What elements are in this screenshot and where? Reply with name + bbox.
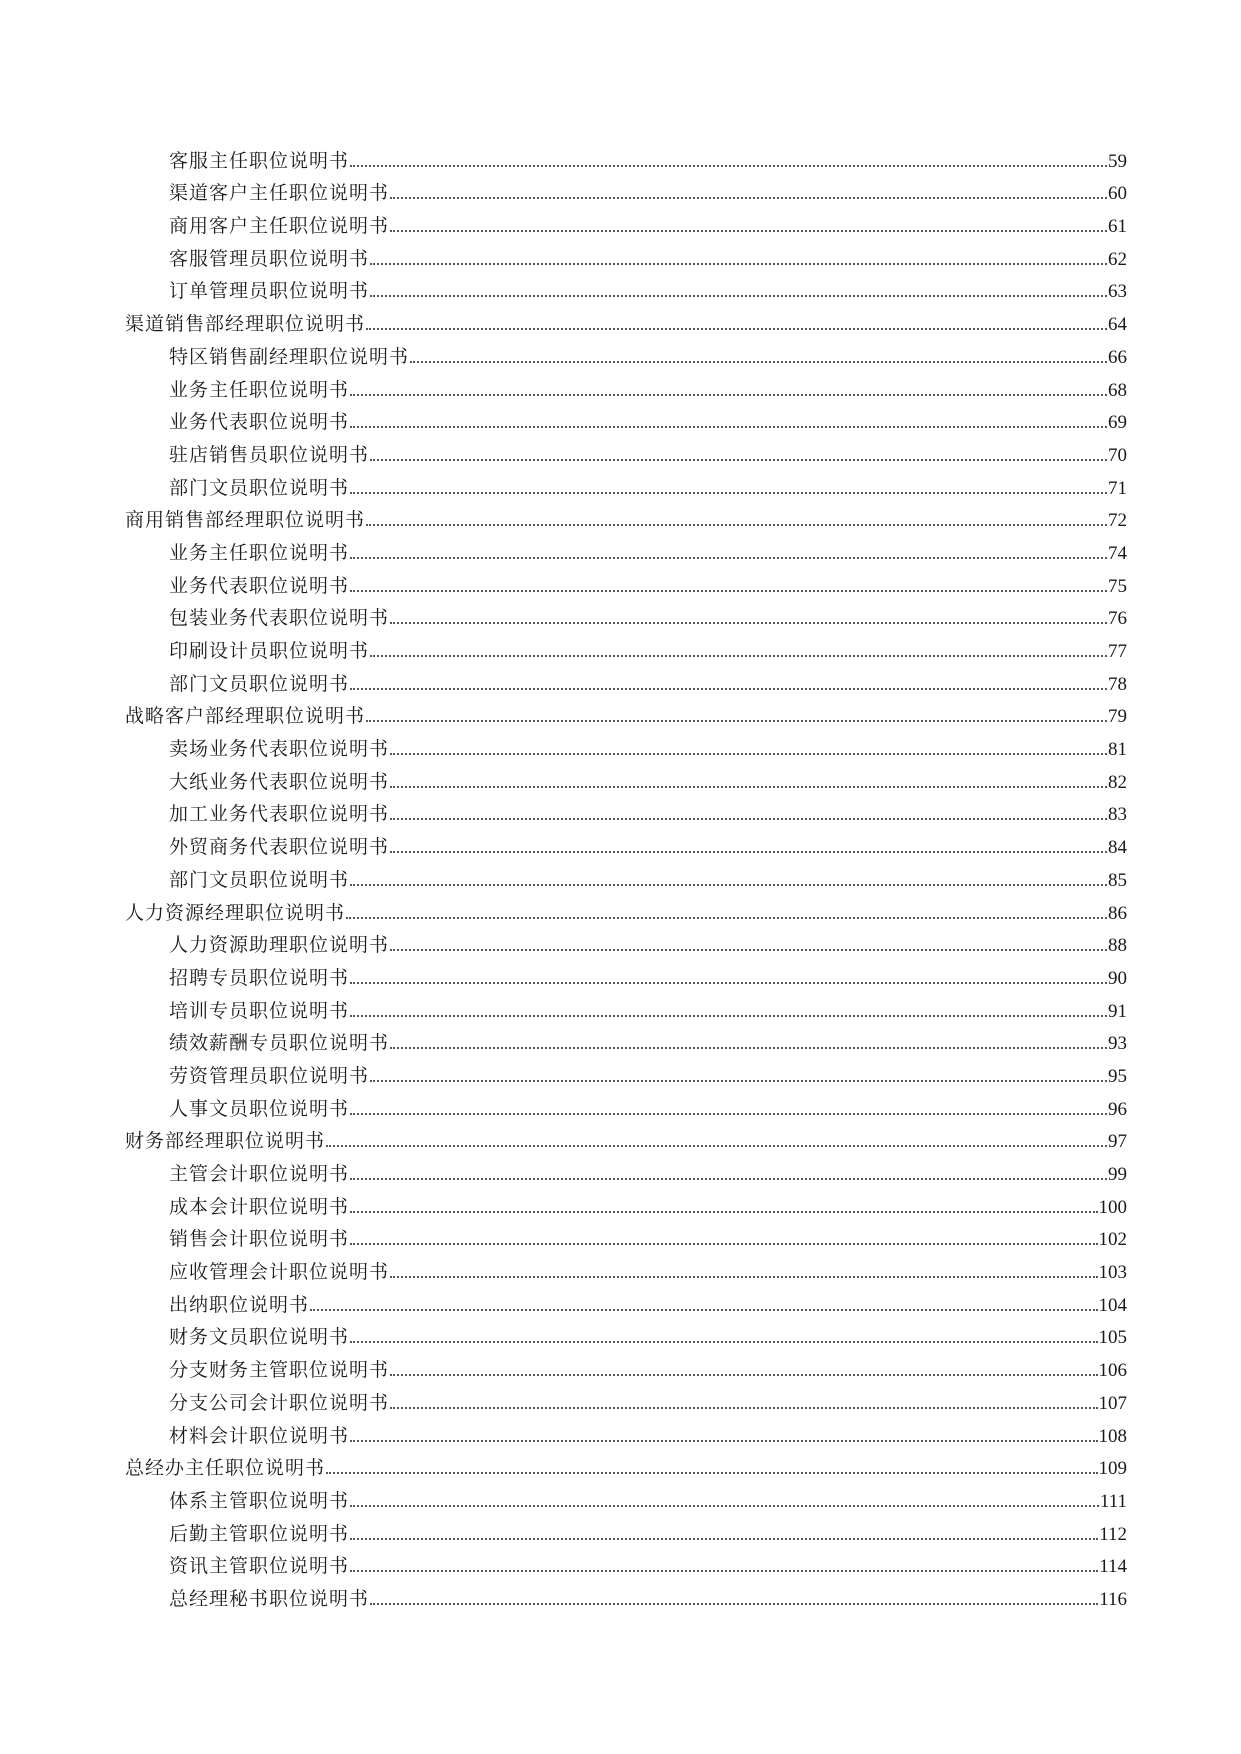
toc-entry-page-number: 62: [1108, 248, 1127, 270]
toc-entry-title: 分支财务主管职位说明书: [169, 1360, 390, 1382]
toc-entry-title: 材料会计职位说明书: [169, 1425, 350, 1447]
toc-entry[interactable]: [125, 628, 1127, 661]
dot-leader: [410, 361, 1107, 363]
toc-entry-title: 销售会计职位说明书: [169, 1229, 350, 1251]
toc-entry-title: 应收管理会计职位说明书: [169, 1262, 390, 1284]
toc-entry-title: 成本会计职位说明书: [169, 1196, 350, 1218]
toc-entry-page-number: 96: [1108, 1098, 1127, 1120]
dot-leader: [350, 1341, 1097, 1343]
toc-entry[interactable]: [125, 367, 1127, 400]
toc-entry-title: 总经理秘书职位说明书: [169, 1588, 370, 1610]
toc-entry-title: 渠道客户主任职位说明书: [169, 183, 390, 205]
toc-entry[interactable]: [125, 1119, 1127, 1152]
dot-leader: [350, 982, 1107, 984]
toc-entry[interactable]: [125, 236, 1127, 269]
toc-entry-page-number: 111: [1099, 1490, 1127, 1512]
toc-entry-page-number: 95: [1108, 1065, 1127, 1087]
toc-entry[interactable]: [125, 694, 1127, 727]
toc-entry-title: 出纳职位说明书: [169, 1294, 310, 1316]
toc-entry-page-number: 63: [1108, 281, 1127, 303]
dot-leader: [350, 590, 1107, 592]
toc-entry[interactable]: [125, 400, 1127, 433]
dot-leader: [390, 1407, 1097, 1409]
toc-entry-title: 外贸商务代表职位说明书: [169, 837, 390, 859]
toc-entry-title: 部门文员职位说明书: [169, 869, 350, 891]
toc-entry[interactable]: [125, 301, 1127, 334]
toc-entry-page-number: 105: [1098, 1327, 1127, 1349]
toc-entry-title: 劳资管理员职位说明书: [169, 1065, 370, 1087]
toc-entry-title: 后勤主管职位说明书: [169, 1523, 350, 1545]
toc-entry-title: 人事文员职位说明书: [169, 1098, 350, 1120]
toc-entry-page-number: 90: [1108, 967, 1127, 989]
toc-entry-page-number: 72: [1108, 510, 1127, 532]
toc-entry-title: 印刷设计员职位说明书: [169, 641, 370, 662]
dot-leader: [390, 786, 1107, 788]
toc-entry[interactable]: [125, 596, 1127, 629]
toc-entry[interactable]: [125, 726, 1127, 759]
toc-entry[interactable]: [125, 1053, 1127, 1086]
toc-entry[interactable]: [125, 1446, 1127, 1479]
toc-entry[interactable]: [125, 955, 1127, 988]
dot-leader: [370, 1080, 1107, 1082]
toc-entry[interactable]: [125, 1576, 1127, 1609]
dot-leader: [350, 1440, 1097, 1442]
toc-entry-page-number: 93: [1108, 1033, 1127, 1055]
dot-leader: [366, 720, 1107, 722]
dot-leader: [390, 622, 1107, 624]
toc-entry-title: 财务文员职位说明书: [169, 1327, 350, 1349]
toc-entry-page-number: 100: [1098, 1196, 1127, 1218]
toc-entry[interactable]: [125, 171, 1127, 204]
toc-entry-page-number: 112: [1099, 1523, 1127, 1545]
toc-entry-title: 总经办主任职位说明书: [125, 1458, 326, 1480]
toc-entry[interactable]: [125, 890, 1127, 923]
toc-entry[interactable]: [125, 1151, 1127, 1184]
toc-entry-title: 渠道销售部经理职位说明书: [125, 314, 366, 336]
toc-entry[interactable]: [125, 432, 1127, 465]
toc-entry-title: 包装业务代表职位说明书: [169, 608, 390, 630]
toc-entry[interactable]: [125, 563, 1127, 596]
dot-leader: [390, 949, 1107, 951]
dot-leader: [370, 1603, 1098, 1605]
toc-entry-title: 商用销售部经理职位说明书: [125, 510, 366, 532]
dot-leader: [326, 1145, 1107, 1147]
toc-entry-page-number: 71: [1108, 477, 1127, 499]
toc-entry-title: 业务代表职位说明书: [169, 412, 350, 434]
toc-entry-page-number: 108: [1098, 1425, 1127, 1447]
toc-entry-page-number: 81: [1108, 739, 1127, 761]
toc-entry-page-number: 83: [1108, 804, 1127, 826]
toc-entry-page-number: 66: [1108, 346, 1127, 368]
dot-leader: [390, 1374, 1097, 1376]
toc-entry-title: 绩效薪酬专员职位说明书: [169, 1033, 390, 1055]
toc-entry-page-number: 78: [1108, 673, 1127, 695]
toc-entry-page-number: 84: [1108, 837, 1127, 859]
toc-entry-title: 客服管理员职位说明书: [169, 248, 370, 270]
dot-leader: [370, 295, 1107, 297]
toc-entry-title: 战略客户部经理职位说明书: [125, 706, 366, 728]
dot-leader: [390, 197, 1107, 199]
dot-leader: [366, 328, 1107, 330]
dot-leader: [350, 688, 1107, 690]
toc-entry-page-number: 86: [1108, 902, 1127, 924]
toc-entry[interactable]: [125, 498, 1127, 531]
toc-entry-title: 招聘专员职位说明书: [169, 967, 350, 989]
toc-entry-title: 客服主任职位说明书: [169, 150, 350, 172]
dot-leader: [350, 1113, 1107, 1115]
toc-entry-title: 人力资源助理职位说明书: [169, 935, 390, 957]
dot-leader: [350, 165, 1107, 167]
toc-entry-page-number: 97: [1108, 1131, 1127, 1153]
toc-entry-title: 特区销售副经理职位说明书: [169, 346, 410, 368]
toc-entry-title: 主管会计职位说明书: [169, 1164, 350, 1185]
toc-entry-title: 分支公司会计职位说明书: [169, 1392, 390, 1414]
toc-entry-page-number: 116: [1099, 1588, 1127, 1610]
toc-entry[interactable]: [125, 530, 1127, 563]
toc-entry-title: 业务代表职位说明书: [169, 575, 350, 597]
toc-entry-page-number: 107: [1098, 1392, 1127, 1414]
dot-leader: [346, 917, 1107, 919]
toc-entry-page-number: 114: [1099, 1556, 1127, 1578]
dot-leader: [350, 426, 1107, 428]
dot-leader: [326, 1472, 1097, 1474]
dot-leader: [350, 1211, 1097, 1213]
dot-leader: [350, 557, 1107, 559]
dot-leader: [390, 1047, 1107, 1049]
toc-entry-page-number: 103: [1098, 1262, 1127, 1284]
dot-leader: [370, 459, 1107, 461]
toc-entry-page-number: 88: [1108, 935, 1127, 957]
dot-leader: [366, 524, 1107, 526]
dot-leader: [350, 1538, 1098, 1540]
toc-entry[interactable]: [125, 1249, 1127, 1282]
toc-entry-page-number: 99: [1108, 1164, 1127, 1185]
toc-entry[interactable]: [125, 988, 1127, 1021]
toc-entry-page-number: 102: [1098, 1229, 1127, 1251]
toc-entry-page-number: 104: [1098, 1294, 1127, 1316]
toc-entry[interactable]: [125, 1380, 1127, 1413]
toc-entry[interactable]: [125, 1315, 1127, 1348]
toc-entry[interactable]: [125, 923, 1127, 956]
toc-entry-title: 业务主任职位说明书: [169, 542, 350, 564]
dot-leader: [370, 655, 1107, 657]
toc-entry-title: 大纸业务代表职位说明书: [169, 771, 390, 793]
toc-entry-title: 商用客户主任职位说明书: [169, 216, 390, 238]
toc-entry-title: 资讯主管职位说明书: [169, 1556, 350, 1578]
dot-leader: [350, 1178, 1107, 1180]
toc-entry[interactable]: [125, 1478, 1127, 1511]
toc-entry-title: 加工业务代表职位说明书: [169, 804, 390, 826]
toc-entry-title: 部门文员职位说明书: [169, 477, 350, 499]
toc-entry-title: 体系主管职位说明书: [169, 1490, 350, 1512]
toc-entry-page-number: 82: [1108, 771, 1127, 793]
toc-entry[interactable]: [125, 203, 1127, 236]
dot-leader: [350, 1015, 1107, 1017]
toc-entry[interactable]: [125, 792, 1127, 825]
table-of-contents: [125, 138, 1127, 1609]
toc-entry-page-number: 109: [1098, 1458, 1127, 1480]
toc-entry-page-number: 59: [1108, 150, 1127, 172]
toc-entry[interactable]: [125, 334, 1127, 367]
toc-entry-title: 人力资源经理职位说明书: [125, 902, 346, 924]
toc-entry[interactable]: [125, 857, 1127, 890]
toc-entry[interactable]: [125, 1413, 1127, 1446]
toc-entry-page-number: 70: [1108, 444, 1127, 466]
toc-entry-page-number: 77: [1108, 641, 1127, 662]
dot-leader: [390, 230, 1107, 232]
toc-entry[interactable]: [125, 661, 1127, 694]
toc-entry-title: 业务主任职位说明书: [169, 379, 350, 401]
toc-entry-title: 财务部经理职位说明书: [125, 1131, 326, 1153]
toc-entry-page-number: 75: [1108, 575, 1127, 597]
toc-entry[interactable]: [125, 1021, 1127, 1054]
dot-leader: [350, 884, 1107, 886]
toc-entry[interactable]: [125, 1282, 1127, 1315]
toc-entry[interactable]: [125, 824, 1127, 857]
toc-entry-page-number: 79: [1108, 706, 1127, 728]
toc-entry[interactable]: [125, 269, 1127, 302]
toc-entry[interactable]: [125, 1184, 1127, 1217]
toc-entry[interactable]: [125, 465, 1127, 498]
dot-leader: [390, 1276, 1097, 1278]
dot-leader: [350, 1570, 1098, 1572]
dot-leader: [350, 1243, 1097, 1245]
toc-entry-page-number: 61: [1108, 216, 1127, 238]
toc-entry-page-number: 76: [1108, 608, 1127, 630]
toc-entry[interactable]: [125, 138, 1127, 171]
toc-entry[interactable]: [125, 1347, 1127, 1380]
toc-entry-page-number: 91: [1108, 1000, 1127, 1022]
toc-entry-page-number: 106: [1098, 1360, 1127, 1382]
toc-entry[interactable]: [125, 1086, 1127, 1119]
toc-entry-title: 部门文员职位说明书: [169, 673, 350, 695]
toc-entry[interactable]: [125, 1217, 1127, 1250]
dot-leader: [350, 492, 1107, 494]
dot-leader: [350, 394, 1107, 396]
toc-entry-title: 驻店销售员职位说明书: [169, 444, 370, 466]
toc-entry-title: 培训专员职位说明书: [169, 1000, 350, 1022]
toc-entry-page-number: 74: [1108, 542, 1127, 564]
toc-entry-page-number: 64: [1108, 314, 1127, 336]
dot-leader: [390, 753, 1107, 755]
dot-leader: [350, 1505, 1099, 1507]
toc-entry-title: 订单管理员职位说明书: [169, 281, 370, 303]
toc-entry-page-number: 60: [1108, 183, 1127, 205]
toc-entry-page-number: 68: [1108, 379, 1127, 401]
dot-leader: [310, 1309, 1097, 1311]
toc-entry-page-number: 85: [1108, 869, 1127, 891]
toc-entry-title: 卖场业务代表职位说明书: [169, 739, 390, 761]
toc-entry-page-number: 69: [1108, 412, 1127, 434]
toc-entry[interactable]: [125, 1511, 1127, 1544]
toc-entry[interactable]: [125, 1544, 1127, 1577]
dot-leader: [390, 851, 1107, 853]
toc-entry[interactable]: [125, 759, 1127, 792]
dot-leader: [370, 263, 1107, 265]
dot-leader: [390, 818, 1107, 820]
